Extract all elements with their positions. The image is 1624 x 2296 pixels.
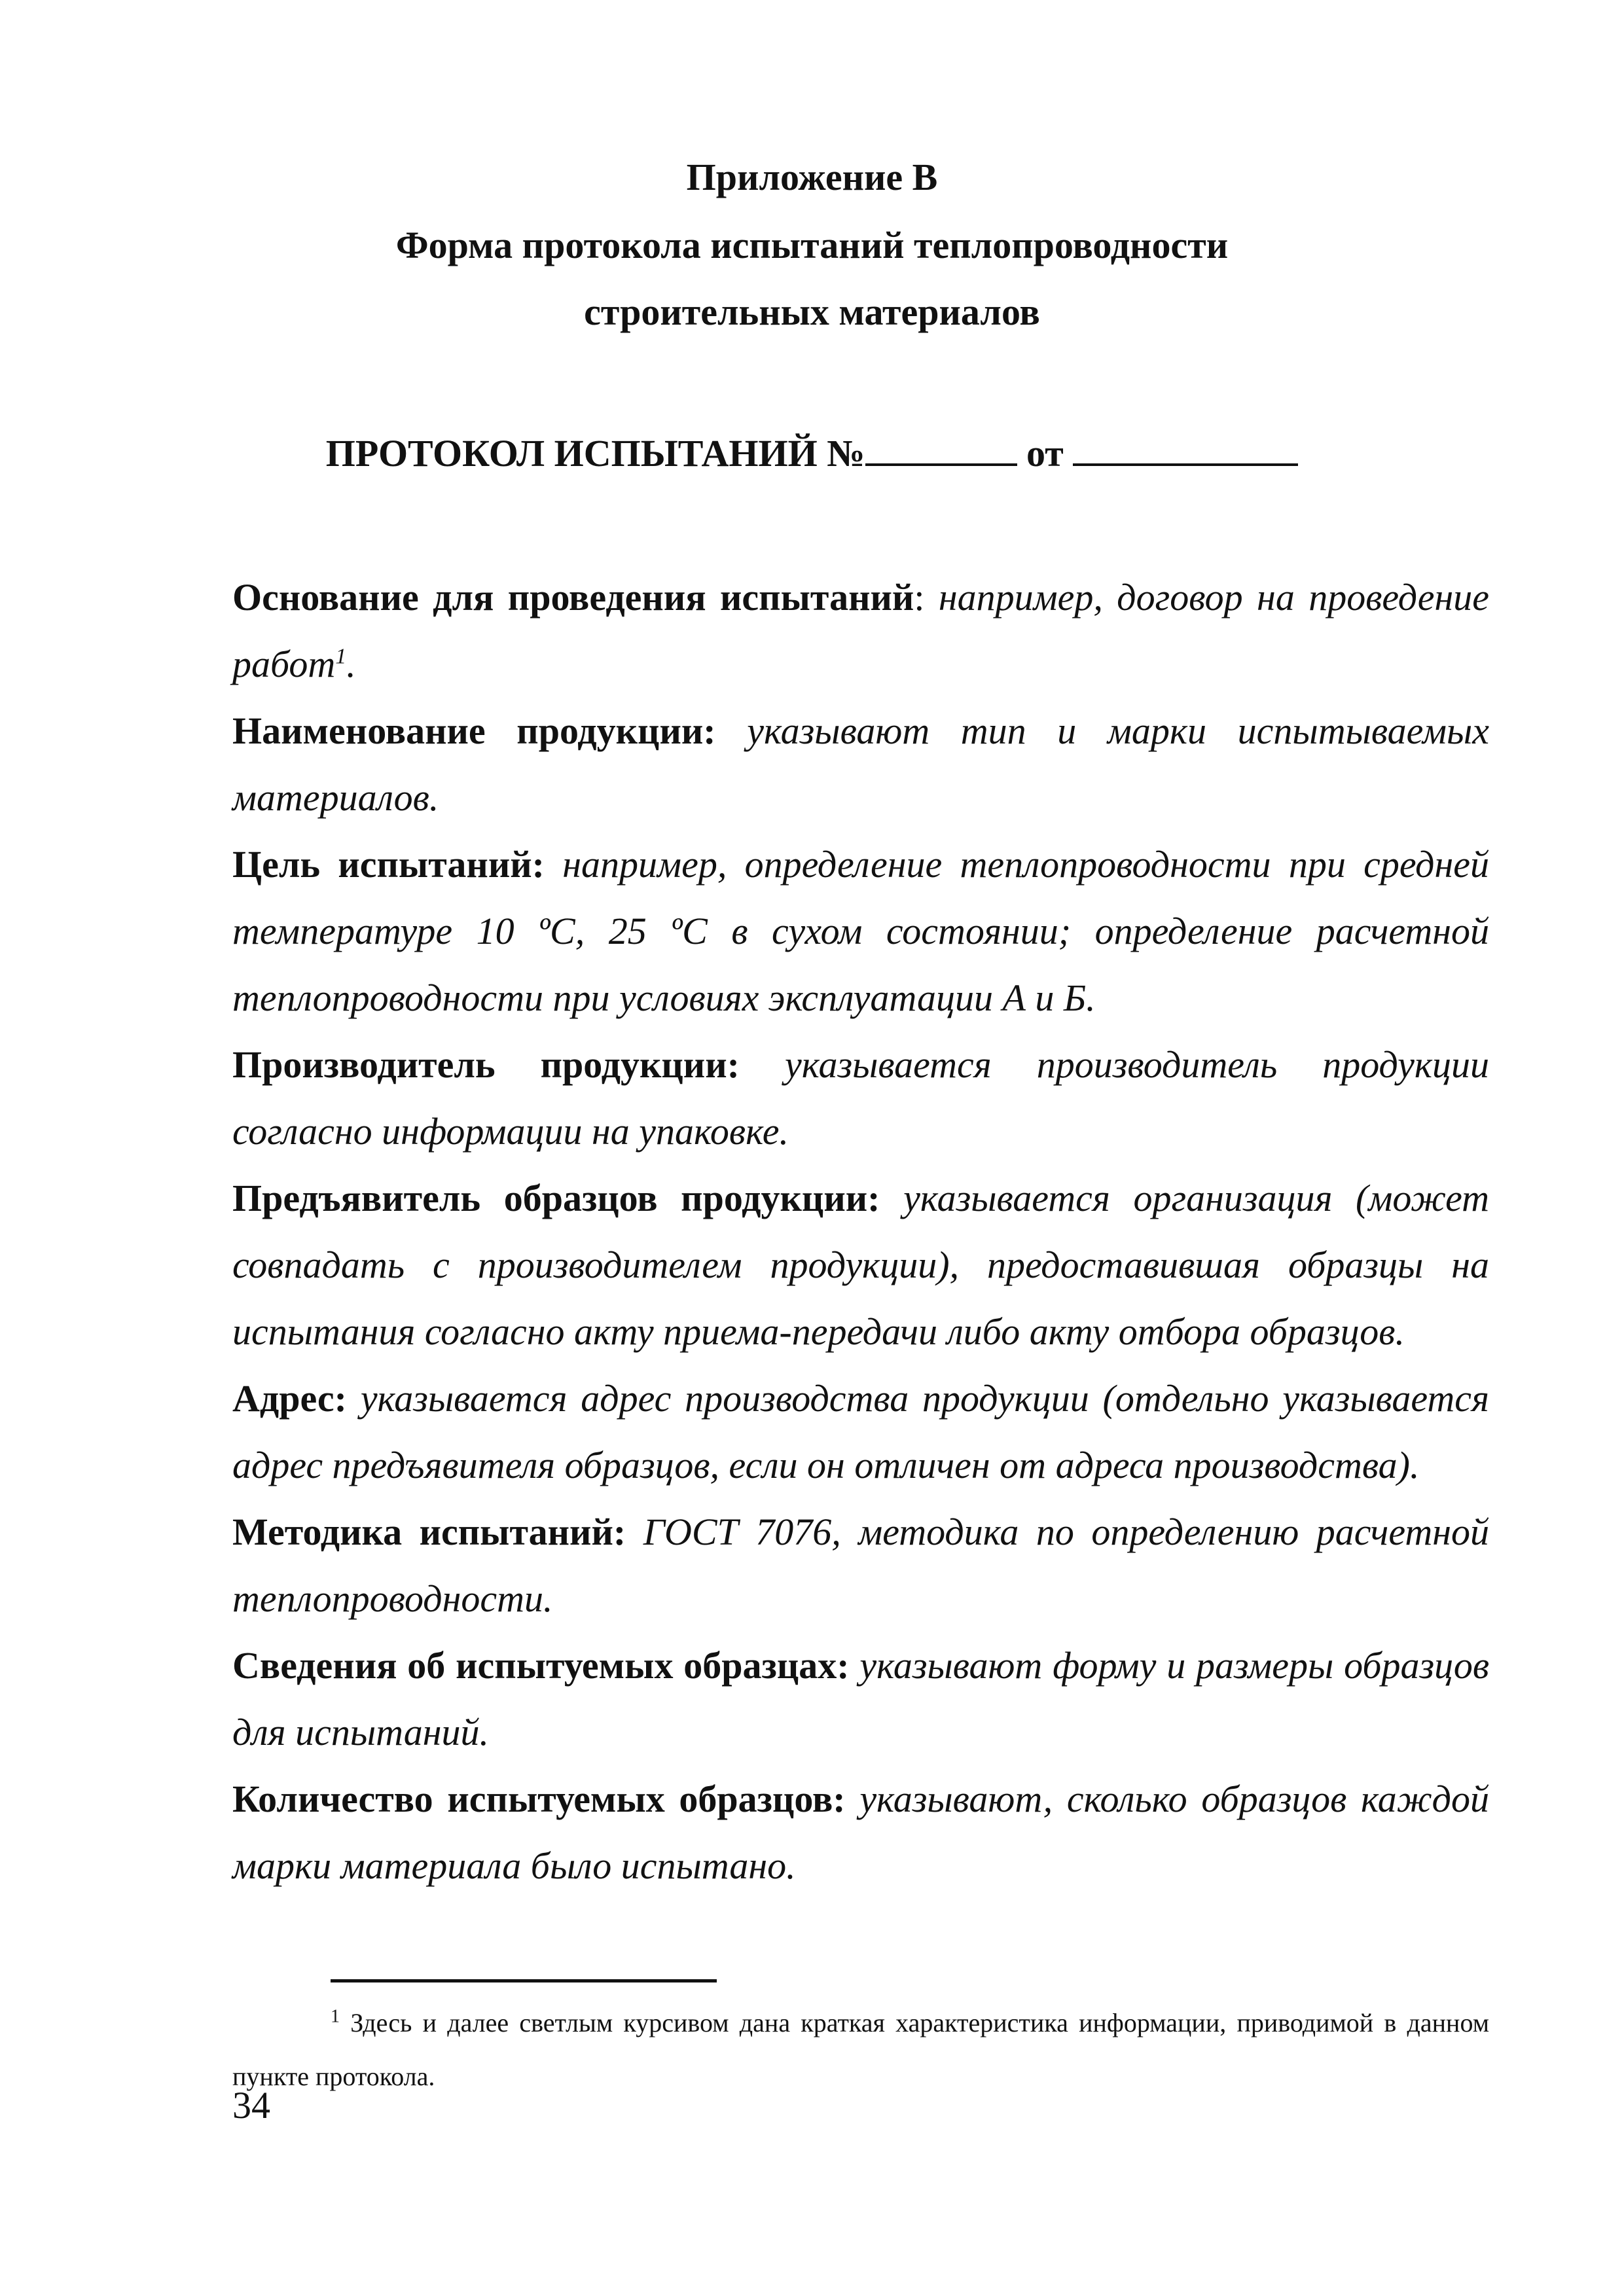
field-manufacturer — [232, 1031, 1489, 1165]
field-purpose-label: Цель испытаний: — [232, 843, 545, 886]
page-number: 34 — [232, 2084, 270, 2126]
field-applicant — [232, 1165, 1489, 1365]
field-basis-end: . — [346, 643, 356, 685]
footnote-divider — [331, 1979, 717, 1982]
field-applicant-label: Предъявитель образцов продукции: — [232, 1177, 880, 1219]
form-title-line-1: Форма протокола испытаний теплопроводности — [395, 224, 1229, 266]
field-address-label: Адрес: — [232, 1377, 347, 1420]
field-samples-count-label: Количество испытуемых образцов: — [232, 1778, 846, 1820]
field-manufacturer-label: Производитель продукции: — [232, 1043, 740, 1086]
field-basis-label: Основание для проведения испытаний — [232, 576, 914, 619]
field-purpose — [232, 831, 1489, 1031]
field-product-value: указывают тип и марки испытываемых материалов. — [232, 709, 1489, 819]
form-title-line-2: строительных материалов — [584, 291, 1040, 333]
protocol-fields — [232, 564, 1489, 1899]
field-purpose-value: например, определение теплопроводности при средней температуре 10 ºС, 25 ºС в сухом состоянии; определение расчетной теплопроводности при условиях эксплуатации А и Б. — [232, 843, 1490, 1019]
field-applicant-value: указывается организация (может совпадать с производителем продукции), предоставившая образцы на испытания согласно акту приема-передачи либо акту отбора образцов. — [232, 1177, 1489, 1353]
field-basis — [232, 564, 1489, 698]
protocol-from-label: от — [1026, 432, 1064, 475]
footnote-mark: 1 — [331, 2006, 340, 2027]
field-samples-count-value: указывают, сколько образцов каждой марки материала было испытано. — [232, 1778, 1489, 1887]
protocol-date-blank — [1073, 427, 1298, 466]
field-method-label: Методика испытаний: — [232, 1511, 626, 1553]
footnote-reference: 1 — [335, 644, 347, 669]
footnote-text: Здесь и далее светлым курсивом дана краткая характеристика информации, приводимой в данном пункте протокола. — [232, 2008, 1490, 2091]
protocol-title — [0, 427, 1624, 476]
field-samples-count — [232, 1766, 1489, 1899]
field-samples-info-value: указывают форму и размеры образцов для испытаний. — [232, 1644, 1489, 1753]
field-basis-separator: : — [914, 576, 925, 619]
field-basis-value: например, договор на проведение работ — [232, 576, 1490, 685]
field-method-value: ГОСТ 7076, методика по определению расчетной теплопроводности. — [232, 1511, 1489, 1620]
field-method — [232, 1499, 1489, 1632]
protocol-number-blank — [865, 427, 1017, 466]
field-address-value: указывается адрес производства продукции (отдельно указывается адрес предъявителя образцов, если он отличен от адреса производства). — [232, 1377, 1489, 1486]
protocol-title-text: ПРОТОКОЛ ИСПЫТАНИЙ № — [325, 432, 865, 475]
field-samples-info — [232, 1632, 1489, 1766]
field-product-label: Наименование продукции: — [232, 709, 716, 752]
field-address — [232, 1365, 1489, 1499]
field-manufacturer-value: указывается производитель продукции согласно информации на упаковке. — [232, 1043, 1489, 1153]
field-product — [232, 698, 1489, 831]
field-samples-info-label: Сведения об испытуемых образцах: — [232, 1644, 850, 1687]
appendix-heading: Приложение В — [686, 156, 938, 198]
footnote — [232, 1996, 1489, 2104]
